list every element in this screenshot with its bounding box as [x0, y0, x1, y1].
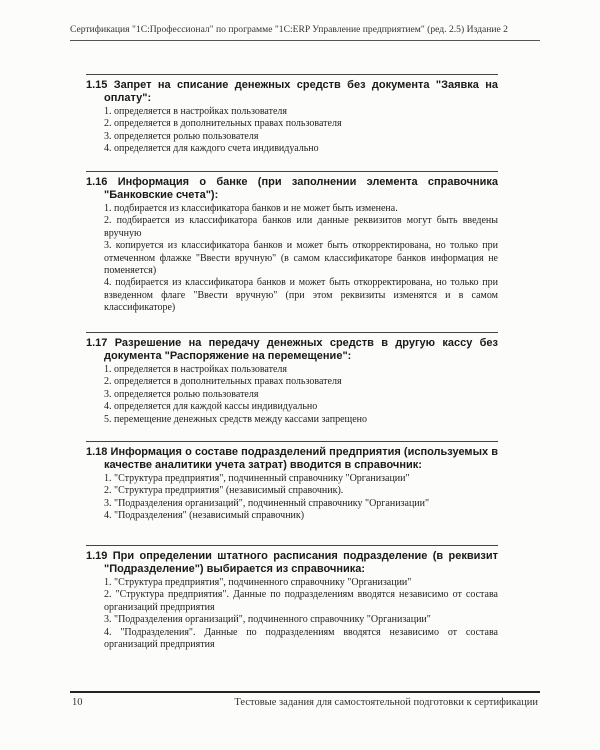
page-number: 10 [72, 697, 83, 708]
header-rule [70, 40, 540, 41]
footer-rule [70, 691, 540, 693]
running-header: Сертификация "1С:Профессионал" по программе "1С:ERP Управление предприятием" (ред. 2.5) Издание 2 [70, 24, 508, 35]
answer-option: 1. "Структура предприятия", подчиненного справочнику "Организации" [104, 577, 412, 588]
answer-option: 1. подбирается из классификатора банков и не может быть изменена. [104, 203, 398, 214]
answer-list [86, 577, 498, 651]
answer-option: 1. определяется в настройках пользователя [104, 364, 288, 375]
answer-option: 2. определяется в дополнительных правах пользователя [104, 376, 342, 388]
answer-option: 4. "Подразделения". Данные по подразделениям вводятся независимо от состава организаций предприятия [104, 626, 498, 651]
answer-option: 2. подбирается из классификатора банков или данные реквизитов могут быть введены вручную [104, 215, 498, 239]
question-divider [86, 171, 498, 172]
question-divider [86, 74, 498, 75]
answer-option: 3. определяется ролью пользователя [104, 388, 259, 400]
answer-option: 2. "Структура предприятия". Данные по подразделениям вводятся независимо от состава организаций предприятия [104, 589, 498, 613]
question-divider [86, 545, 498, 546]
answer-option: 4. "Подразделения" (независимый справочник) [104, 510, 305, 522]
answer-list [86, 364, 498, 426]
question-divider [86, 441, 498, 442]
question-1-16 [86, 171, 498, 315]
answer-option: 1. определяется в настройках пользователя [104, 106, 288, 117]
question-title: 1.16 Информация о банке (при заполнении элемента справочника "Банковские счета"): [86, 176, 498, 201]
running-footer: Тестовые задания для самостоятельной подготовки к сертификации [234, 697, 538, 708]
question-title: 1.18 Информация о составе подразделений предприятия (используемых в качестве аналитики учета затрат) вводится в справочник: [86, 446, 498, 471]
answer-list [86, 203, 498, 315]
question-1-17 [86, 332, 498, 426]
question-title: 1.17 Разрешение на передачу денежных средств в другую кассу без документа "Распоряжение на перемещение": [86, 337, 498, 362]
question-1-19 [86, 545, 498, 651]
answer-option: 1. "Структура предприятия", подчиненный справочнику "Организации" [104, 473, 410, 484]
question-divider [86, 332, 498, 333]
answer-list [86, 473, 498, 523]
answer-option: 3. "Подразделения организаций", подчиненный справочнику "Организации" [104, 497, 430, 509]
answer-option: 3. определяется ролью пользователя [104, 130, 259, 142]
answer-option: 2. определяется в дополнительных правах пользователя [104, 118, 342, 130]
answer-option: 4. определяется для каждой кассы индивидуально [104, 401, 318, 413]
answer-option: 3. "Подразделения организаций", подчиненного справочнику "Организации" [104, 614, 431, 626]
answer-option: 2. "Структура предприятия" (независимый справочник). [104, 485, 344, 497]
answer-option: 4. определяется для каждого счета индивидуально [104, 143, 319, 155]
answer-list [86, 106, 498, 156]
answer-option: 3. копируется из классификатора банков и может быть откорректирована, но только при отмеченном флажке "Ввести вручную" (в самом классификаторе банков информация не поменяется) [104, 240, 498, 277]
question-title: 1.15 Запрет на списание денежных средств без документа "Заявка на оплату": [86, 79, 498, 104]
question-1-15 [86, 74, 498, 156]
answer-option: 5. перемещение денежных средств между кассами запрещено [104, 413, 367, 425]
answer-option: 4. подбирается из классификатора банков и может быть откорректирована, но только при взведенном флаге "Ввести вручную" (при этом реквизиты изменятся и в самом классификаторе) [104, 277, 498, 314]
question-1-18 [86, 441, 498, 523]
question-title: 1.19 При определении штатного расписания подразделение (в реквизит "Подразделение") выбирается из справочника: [86, 550, 498, 575]
